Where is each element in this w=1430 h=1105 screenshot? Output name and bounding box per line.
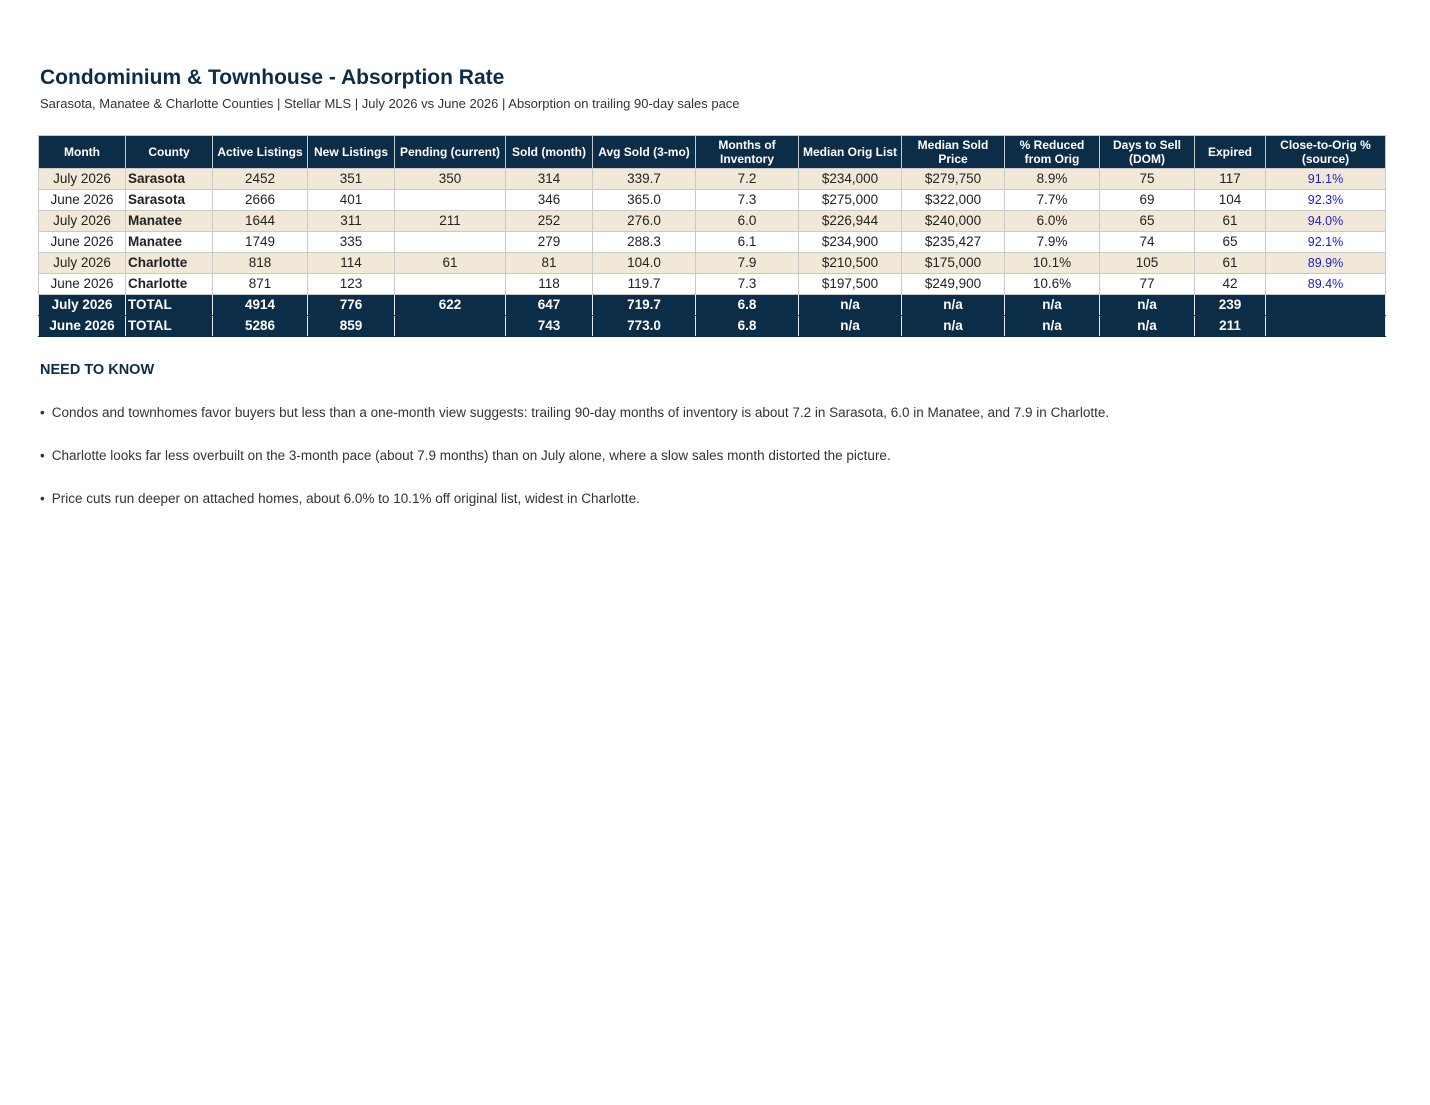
bullet-text: Charlotte looks far less overbuilt on the 3-month pace (about 7.9 months) than on July alone, where a slow sales month distorted the picture. [51, 448, 891, 463]
table-cell: 117 [1195, 169, 1266, 190]
table-cell: 7.3 [696, 190, 799, 211]
page-title: Condominium & Townhouse - Absorption Rate [40, 66, 505, 89]
table-cell: 7.9 [696, 253, 799, 274]
table-cell: 91.1% [1266, 169, 1386, 190]
table-body [39, 169, 1386, 337]
table-header-row [39, 136, 1386, 169]
table-cell: 211 [1195, 316, 1266, 337]
table-cell: 123 [308, 274, 395, 295]
column-header: County [126, 136, 213, 169]
table-cell: 314 [506, 169, 593, 190]
column-header: Pending (current) [395, 136, 506, 169]
table-cell: July 2026 [39, 211, 126, 232]
table-cell: 42 [1195, 274, 1266, 295]
table-cell: 622 [395, 295, 506, 316]
table-cell: 61 [1195, 253, 1266, 274]
table-cell: June 2026 [39, 232, 126, 253]
table-cell: 818 [213, 253, 308, 274]
table-cell: 65 [1195, 232, 1266, 253]
table-row [39, 169, 1386, 190]
table-row [39, 274, 1386, 295]
need-to-know-list [40, 405, 1386, 507]
table-cell: 7.2 [696, 169, 799, 190]
report-page [40, 64, 1386, 507]
table-cell [1266, 316, 1386, 337]
table-cell: 339.7 [593, 169, 696, 190]
table-cell: 6.1 [696, 232, 799, 253]
table-cell: 6.8 [696, 316, 799, 337]
table-cell: TOTAL [126, 295, 213, 316]
table-cell: 104.0 [593, 253, 696, 274]
table-cell: 10.6% [1005, 274, 1100, 295]
table-row [39, 190, 1386, 211]
table-cell: 2452 [213, 169, 308, 190]
bullet-text: Condos and townhomes favor buyers but less than a one-month view suggests: trailing 90-day months of inventory is about 7.2 in Sarasota, 6.0 in Manatee, and 7.9 in Charlotte. [51, 405, 1110, 420]
table-cell: 335 [308, 232, 395, 253]
table-cell: 94.0% [1266, 211, 1386, 232]
column-header: Month [39, 136, 126, 169]
table-cell: 776 [308, 295, 395, 316]
table-cell: June 2026 [39, 316, 126, 337]
table-cell: 61 [395, 253, 506, 274]
bullet-text: Price cuts run deeper on attached homes, about 6.0% to 10.1% off original list, widest in Charlotte. [51, 491, 640, 506]
table-cell: 74 [1100, 232, 1195, 253]
column-header: Median Sold Price [902, 136, 1005, 169]
table-row [39, 232, 1386, 253]
table-cell: 6.0 [696, 211, 799, 232]
table-cell: 89.9% [1266, 253, 1386, 274]
column-header: Avg Sold (3-mo) [593, 136, 696, 169]
table-cell: 89.4% [1266, 274, 1386, 295]
table-cell: $322,000 [902, 190, 1005, 211]
table-row [39, 253, 1386, 274]
column-header: Expired [1195, 136, 1266, 169]
column-header: Close-to-Orig % (source) [1266, 136, 1386, 169]
table-cell: $249,900 [902, 274, 1005, 295]
table-cell: 719.7 [593, 295, 696, 316]
table-cell: 5286 [213, 316, 308, 337]
total-row [39, 295, 1386, 316]
column-header: % Reduced from Orig [1005, 136, 1100, 169]
column-header: Sold (month) [506, 136, 593, 169]
table-cell: Manatee [126, 211, 213, 232]
table-cell: 1644 [213, 211, 308, 232]
table-cell: 351 [308, 169, 395, 190]
table-cell: TOTAL [126, 316, 213, 337]
total-row [39, 316, 1386, 337]
table-cell: Charlotte [126, 274, 213, 295]
table-cell: $210,500 [799, 253, 902, 274]
table-cell: $197,500 [799, 274, 902, 295]
table-cell: 773.0 [593, 316, 696, 337]
table-cell: 365.0 [593, 190, 696, 211]
table-cell: 7.9% [1005, 232, 1100, 253]
table-cell: 81 [506, 253, 593, 274]
table-cell: 276.0 [593, 211, 696, 232]
table-cell: Charlotte [126, 253, 213, 274]
bullet-icon: • [40, 491, 45, 506]
absorption-table [38, 135, 1386, 337]
table-cell: 859 [308, 316, 395, 337]
table-cell: July 2026 [39, 253, 126, 274]
table-cell: 105 [1100, 253, 1195, 274]
table-cell: 288.3 [593, 232, 696, 253]
table-cell: n/a [1005, 295, 1100, 316]
table-cell: 871 [213, 274, 308, 295]
table-cell: n/a [1005, 316, 1100, 337]
column-header: Months of Inventory [696, 136, 799, 169]
table-cell: 211 [395, 211, 506, 232]
table-cell: 279 [506, 232, 593, 253]
table-cell: Sarasota [126, 169, 213, 190]
table-cell: 647 [506, 295, 593, 316]
table-cell: 69 [1100, 190, 1195, 211]
table-cell: June 2026 [39, 190, 126, 211]
table-cell: $234,000 [799, 169, 902, 190]
table-cell: n/a [902, 295, 1005, 316]
table-cell: 10.1% [1005, 253, 1100, 274]
page-subtitle: Sarasota, Manatee & Charlotte Counties | Stellar MLS | July 2026 vs June 2026 | Absorption on trailing 90-day sales pace [40, 96, 740, 111]
column-header: Median Orig List [799, 136, 902, 169]
table-cell: 114 [308, 253, 395, 274]
table-cell: $234,900 [799, 232, 902, 253]
table-cell: 6.8 [696, 295, 799, 316]
table-cell: 401 [308, 190, 395, 211]
table-cell: $275,000 [799, 190, 902, 211]
table-cell: $240,000 [902, 211, 1005, 232]
table-cell: 104 [1195, 190, 1266, 211]
column-header: Days to Sell (DOM) [1100, 136, 1195, 169]
table-cell: July 2026 [39, 169, 126, 190]
table-cell [1266, 295, 1386, 316]
table-cell: $235,427 [902, 232, 1005, 253]
table-cell: 7.3 [696, 274, 799, 295]
bullet-icon: • [40, 448, 45, 463]
table-cell: 2666 [213, 190, 308, 211]
table-cell: 1749 [213, 232, 308, 253]
table-cell [395, 232, 506, 253]
table-cell: 65 [1100, 211, 1195, 232]
table-cell: n/a [1100, 316, 1195, 337]
table-cell [395, 274, 506, 295]
table-cell: n/a [799, 295, 902, 316]
list-item [40, 491, 1386, 507]
table-cell: 311 [308, 211, 395, 232]
table-cell: 7.7% [1005, 190, 1100, 211]
table-cell: June 2026 [39, 274, 126, 295]
table-cell: n/a [799, 316, 902, 337]
table-cell: 118 [506, 274, 593, 295]
table-cell: 743 [506, 316, 593, 337]
table-cell [395, 190, 506, 211]
table-cell: 6.0% [1005, 211, 1100, 232]
table-row [39, 211, 1386, 232]
table-cell: 346 [506, 190, 593, 211]
table-cell: n/a [1100, 295, 1195, 316]
need-to-know-heading: NEED TO KNOW [40, 362, 155, 378]
table-cell: $175,000 [902, 253, 1005, 274]
table-cell: 8.9% [1005, 169, 1100, 190]
table-cell: 61 [1195, 211, 1266, 232]
table-cell: July 2026 [39, 295, 126, 316]
table-cell: n/a [902, 316, 1005, 337]
table-cell: 77 [1100, 274, 1195, 295]
table-cell: 92.1% [1266, 232, 1386, 253]
table-cell: $279,750 [902, 169, 1005, 190]
column-header: Active Listings [213, 136, 308, 169]
list-item [40, 405, 1386, 421]
table-cell: 119.7 [593, 274, 696, 295]
list-item [40, 448, 1386, 464]
table-cell: 350 [395, 169, 506, 190]
table-cell: 4914 [213, 295, 308, 316]
table-cell [395, 316, 506, 337]
bullet-icon: • [40, 405, 45, 420]
table-cell: 75 [1100, 169, 1195, 190]
table-cell: 239 [1195, 295, 1266, 316]
table-cell: 92.3% [1266, 190, 1386, 211]
table-cell: Sarasota [126, 190, 213, 211]
column-header: New Listings [308, 136, 395, 169]
table-cell: $226,944 [799, 211, 902, 232]
table-cell: 252 [506, 211, 593, 232]
table-cell: Manatee [126, 232, 213, 253]
